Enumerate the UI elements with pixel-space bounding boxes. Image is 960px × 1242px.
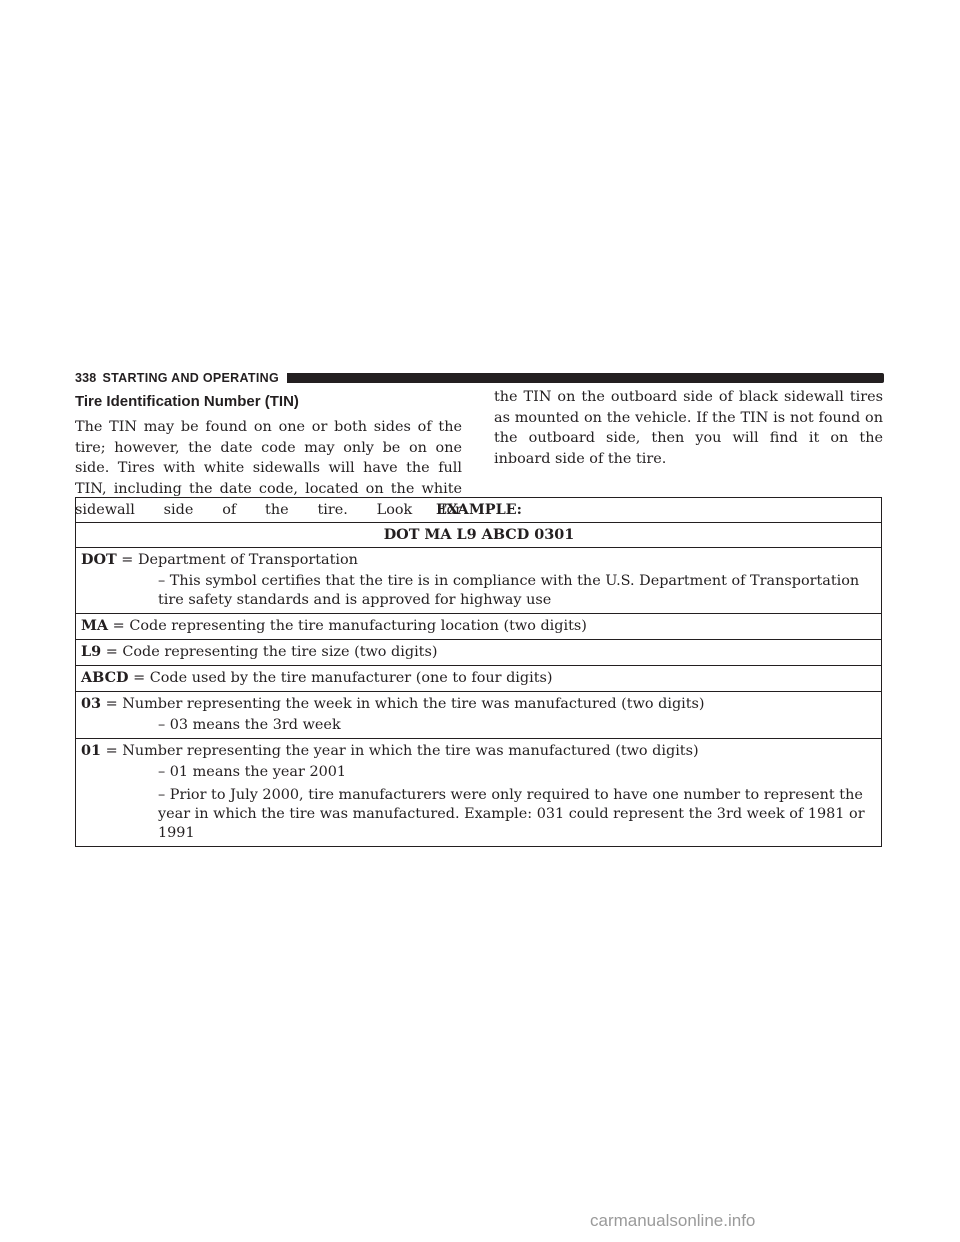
code-description: = Number representing the year in which the tire was manufactured (two digits) bbox=[101, 743, 699, 759]
code-description: = Code representing the tire manufacturing location (two digits) bbox=[108, 618, 587, 634]
body-text-left: The TIN may be found on one or both sides of the tire; however, the date code may only be on one side. Tires with white sidewalls will have the full TIN, including the date code, located on the white sidewall side of the tire. Look for bbox=[75, 419, 462, 518]
example-code-row bbox=[76, 523, 882, 548]
running-header bbox=[75, 370, 884, 386]
table-row bbox=[76, 614, 882, 640]
code-note: – This symbol certifies that the tire is in compliance with the U.S. Department of Transportation tire safety standards and is approved for highway use bbox=[158, 573, 860, 608]
code-label: ABCD bbox=[81, 669, 129, 686]
tin-example-table bbox=[75, 497, 882, 847]
example-code: DOT MA L9 ABCD 0301 bbox=[76, 523, 882, 548]
code-label: L9 bbox=[81, 643, 102, 660]
table-title-row bbox=[76, 498, 882, 523]
code-note: – Prior to July 2000, tire manufacturers were only required to have one number to represent the year in which the tire was manufactured. Example: 031 could represent the 3rd week of 1981 or 1991 bbox=[158, 787, 865, 841]
code-note: – 03 means the 3rd week bbox=[158, 717, 341, 733]
table-row bbox=[76, 548, 882, 614]
table-title: EXAMPLE: bbox=[76, 498, 882, 523]
code-note: – 01 means the year 2001 bbox=[158, 764, 347, 780]
table-row bbox=[76, 640, 882, 666]
page-number: 338 bbox=[75, 371, 97, 385]
table-row bbox=[76, 666, 882, 692]
table-row bbox=[76, 739, 882, 847]
code-label: 03 bbox=[81, 695, 102, 712]
code-description: = Code used by the tire manufacturer (one to four digits) bbox=[128, 670, 553, 686]
code-label: 01 bbox=[81, 742, 102, 759]
code-description: = Code representing the tire size (two digits) bbox=[101, 644, 438, 660]
body-text-right: the TIN on the outboard side of black sidewall tires as mounted on the vehicle. If the TIN is not found on the outboard side, then you will find it on the inboard side of the tire. bbox=[494, 389, 883, 468]
code-description: = Department of Transportation bbox=[116, 552, 358, 568]
section-title: STARTING AND OPERATING bbox=[102, 371, 279, 385]
table-row bbox=[76, 692, 882, 739]
code-label: MA bbox=[81, 617, 109, 634]
header-rule bbox=[287, 373, 884, 383]
code-description: = Number representing the week in which the tire was manufactured (two digits) bbox=[101, 696, 705, 712]
watermark: carmanualsonline.info bbox=[590, 1211, 756, 1230]
section-heading: Tire Identification Number (TIN) bbox=[75, 393, 299, 410]
code-label: DOT bbox=[81, 551, 117, 568]
